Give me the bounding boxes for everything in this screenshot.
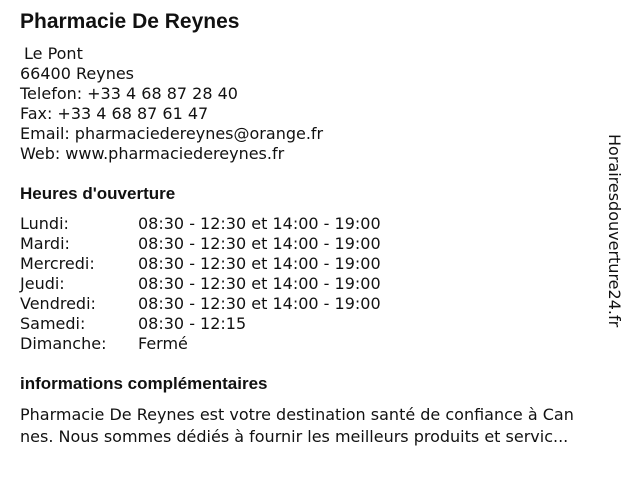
page-title: Pharmacie De Reynes: [20, 10, 240, 33]
fax-number: +33 4 68 87 61 47: [57, 104, 209, 123]
email-label: Email:: [20, 124, 70, 143]
web-line: [20, 144, 323, 164]
address-street: Le Pont: [24, 44, 83, 63]
email-link[interactable]: pharmaciedereynes@orange.fr: [74, 124, 324, 143]
contact-block: [20, 44, 323, 164]
web-link[interactable]: www.pharmaciedereynes.fr: [65, 144, 285, 163]
site-watermark: Horairesdouverture24.fr: [605, 134, 624, 328]
web-label: Web:: [20, 144, 61, 163]
fax-label: Fax:: [20, 104, 53, 123]
hours-day: Mercredi:: [20, 254, 95, 273]
description-line: Pharmacie De Reynes est votre destination santé de confiance à Can: [20, 405, 574, 424]
hours-day: Dimanche:: [20, 334, 107, 353]
hours-time: 08:30 - 12:30 et 14:00 - 19:00: [138, 254, 381, 273]
hours-day: Mardi:: [20, 234, 70, 253]
hours-day: Vendredi:: [20, 294, 96, 313]
hours-heading: Heures d'ouverture: [20, 184, 176, 203]
hours-time: 08:30 - 12:15: [138, 314, 247, 333]
phone-label: Telefon:: [20, 84, 83, 103]
email-line: [20, 124, 323, 144]
hours-day: Lundi:: [20, 214, 69, 233]
description-text: [20, 404, 620, 448]
hours-day: Samedi:: [20, 314, 86, 333]
address-city: 66400 Reynes: [20, 64, 135, 83]
phone-number[interactable]: +33 4 68 87 28 40: [87, 84, 238, 103]
phone-line: [20, 84, 323, 104]
hours-time: 08:30 - 12:30 et 14:00 - 19:00: [138, 234, 381, 253]
fax-line: [20, 104, 323, 124]
hours-time: 08:30 - 12:30 et 14:00 - 19:00: [138, 214, 381, 233]
hours-day: Jeudi:: [20, 274, 65, 293]
hours-time: 08:30 - 12:30 et 14:00 - 19:00: [138, 294, 381, 313]
hours-time: 08:30 - 12:30 et 14:00 - 19:00: [138, 274, 381, 293]
hours-time: Fermé: [138, 334, 188, 353]
description-line: nes. Nous sommes dédiés à fournir les meilleurs produits et servic...: [20, 427, 569, 446]
info-heading: informations complémentaires: [20, 374, 268, 393]
